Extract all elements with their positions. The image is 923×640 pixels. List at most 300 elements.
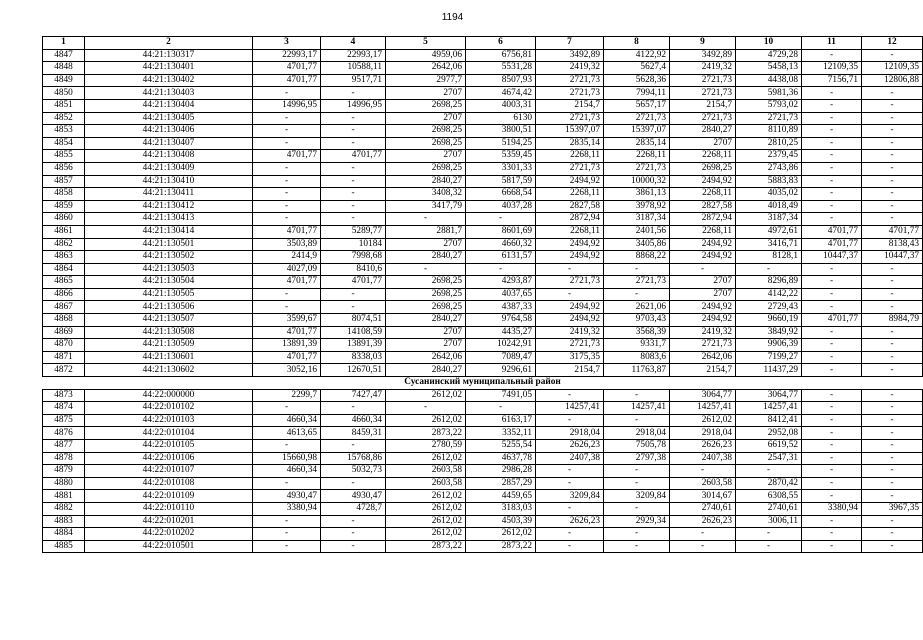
value-cell: 6163,17	[466, 414, 536, 427]
value-cell: 4930,47	[253, 490, 321, 503]
value-cell: 4122,92	[604, 49, 670, 62]
value-cell: -	[862, 175, 923, 188]
cadastral-number-cell: 44:21:130401	[85, 62, 253, 75]
value-cell: 2407,38	[670, 452, 736, 465]
table-row	[43, 326, 923, 339]
column-header-3: 3	[253, 37, 321, 50]
row-number-cell: 4857	[43, 175, 85, 188]
value-cell: 2268,11	[670, 150, 736, 163]
value-cell: -	[253, 162, 321, 175]
value-cell: -	[862, 440, 923, 453]
value-cell: 9331,7	[604, 339, 670, 352]
value-cell: 2952,08	[736, 427, 802, 440]
table-row	[43, 389, 923, 402]
value-cell: 2268,11	[536, 225, 604, 238]
cadastral-number-cell: 44:22:010107	[85, 465, 253, 478]
row-number-cell: 4873	[43, 389, 85, 402]
value-cell: -	[321, 87, 386, 100]
table-row	[43, 402, 923, 415]
row-number-cell: 4850	[43, 87, 85, 100]
value-cell: 5194,25	[466, 137, 536, 150]
value-cell: -	[862, 427, 923, 440]
row-number-cell: 4885	[43, 540, 85, 553]
value-cell: -	[466, 263, 536, 276]
value-cell: -	[802, 112, 862, 125]
value-cell: 2721,73	[604, 276, 670, 289]
value-cell: 7994,11	[604, 87, 670, 100]
value-cell: 22993,17	[253, 49, 321, 62]
value-cell: -	[802, 389, 862, 402]
value-cell: 2721,73	[736, 112, 802, 125]
value-cell: -	[321, 162, 386, 175]
value-cell: 2626,23	[536, 440, 604, 453]
value-cell: -	[862, 49, 923, 62]
value-cell: 2707	[386, 339, 466, 352]
cadastral-number-cell: 44:22:010109	[85, 490, 253, 503]
value-cell: 14996,95	[253, 99, 321, 112]
value-cell: 11763,87	[604, 364, 670, 377]
cadastral-number-cell: 44:21:130508	[85, 326, 253, 339]
value-cell: 4387,33	[466, 301, 536, 314]
cadastral-number-cell: 44:22:000000	[85, 389, 253, 402]
value-cell: 2707	[386, 326, 466, 339]
value-cell: 2612,02	[386, 515, 466, 528]
value-cell: 2881,7	[386, 225, 466, 238]
value-cell: -	[253, 540, 321, 553]
value-cell: 6131,57	[466, 251, 536, 264]
value-cell: 3209,84	[536, 490, 604, 503]
table-row	[43, 200, 923, 213]
cadastral-number-cell: 44:22:010106	[85, 452, 253, 465]
value-cell: -	[802, 150, 862, 163]
value-cell: -	[321, 213, 386, 226]
value-cell: 4701,77	[253, 74, 321, 87]
value-cell: -	[604, 477, 670, 490]
cadastral-number-cell: 44:21:130602	[85, 364, 253, 377]
value-cell: 4701,77	[253, 225, 321, 238]
value-cell: 3187,34	[736, 213, 802, 226]
value-cell: 4293,87	[466, 276, 536, 289]
value-cell: 4701,77	[802, 314, 862, 327]
value-cell: -	[802, 477, 862, 490]
row-number-cell: 4853	[43, 125, 85, 138]
value-cell: 2603,58	[386, 465, 466, 478]
value-cell: -	[736, 540, 802, 553]
value-cell: 3568,39	[604, 326, 670, 339]
value-cell: -	[604, 414, 670, 427]
value-cell: 2872,94	[670, 213, 736, 226]
value-cell: 2743,86	[736, 162, 802, 175]
value-cell: 3405,86	[604, 238, 670, 251]
row-number-cell: 4847	[43, 49, 85, 62]
value-cell: -	[466, 402, 536, 415]
value-cell: 4701,77	[321, 150, 386, 163]
value-cell: 2840,27	[670, 125, 736, 138]
value-cell: 2721,73	[604, 162, 670, 175]
value-cell: 3380,94	[802, 502, 862, 515]
value-cell: 2494,92	[536, 251, 604, 264]
value-cell: 4674,42	[466, 87, 536, 100]
value-cell: 2840,27	[386, 364, 466, 377]
value-cell: 5981,36	[736, 87, 802, 100]
value-cell: 2707	[670, 288, 736, 301]
row-number-cell: 4871	[43, 351, 85, 364]
value-cell: -	[321, 175, 386, 188]
value-cell: -	[253, 528, 321, 541]
value-cell: 10447,37	[802, 251, 862, 264]
cadastral-number-cell: 44:21:130414	[85, 225, 253, 238]
value-cell: 4701,77	[253, 276, 321, 289]
value-cell: 2379,45	[736, 150, 802, 163]
value-cell: 2780,59	[386, 440, 466, 453]
value-cell: -	[802, 540, 862, 553]
value-cell: 2612,02	[670, 414, 736, 427]
value-cell: -	[862, 301, 923, 314]
row-number-cell: 4863	[43, 251, 85, 264]
cadastral-number-cell: 44:22:010104	[85, 427, 253, 440]
value-cell: 4930,47	[321, 490, 386, 503]
value-cell: 6756,81	[466, 49, 536, 62]
table-row	[43, 276, 923, 289]
column-header-12: 12	[862, 37, 923, 50]
value-cell: -	[253, 440, 321, 453]
value-cell: 2721,73	[536, 339, 604, 352]
value-cell: 4701,77	[253, 351, 321, 364]
value-cell: -	[253, 188, 321, 201]
value-cell: -	[736, 528, 802, 541]
value-cell: 14257,41	[736, 402, 802, 415]
value-cell: 4037,65	[466, 288, 536, 301]
value-cell: 4701,77	[802, 238, 862, 251]
value-cell: -	[604, 389, 670, 402]
value-cell: 2729,43	[736, 301, 802, 314]
value-cell: 4660,34	[253, 414, 321, 427]
column-header-8: 8	[604, 37, 670, 50]
column-header-2: 2	[85, 37, 253, 50]
value-cell: 2707	[386, 150, 466, 163]
value-cell: -	[802, 49, 862, 62]
value-cell: 2494,92	[536, 175, 604, 188]
table-row	[43, 314, 923, 327]
value-cell: 3209,84	[604, 490, 670, 503]
value-cell: 15397,07	[536, 125, 604, 138]
value-cell: 2494,92	[670, 251, 736, 264]
value-cell: 3492,89	[670, 49, 736, 62]
value-cell: -	[321, 477, 386, 490]
value-cell: -	[253, 477, 321, 490]
value-cell: 5255,54	[466, 440, 536, 453]
value-cell: 14996,95	[321, 99, 386, 112]
value-cell: -	[802, 99, 862, 112]
row-number-cell: 4874	[43, 402, 85, 415]
value-cell: -	[802, 528, 862, 541]
value-cell: -	[862, 414, 923, 427]
value-cell: 9906,39	[736, 339, 802, 352]
value-cell: -	[386, 213, 466, 226]
value-cell: 2612,02	[386, 528, 466, 541]
value-cell: -	[802, 301, 862, 314]
value-cell: -	[321, 200, 386, 213]
value-cell: 7998,68	[321, 251, 386, 264]
value-cell: 4701,77	[862, 225, 923, 238]
value-cell: 8601,69	[466, 225, 536, 238]
value-cell: 2494,92	[536, 314, 604, 327]
value-cell: 5289,77	[321, 225, 386, 238]
value-cell: 2401,56	[604, 225, 670, 238]
row-number-cell: 4855	[43, 150, 85, 163]
value-cell: -	[862, 200, 923, 213]
row-number-cell: 4876	[43, 427, 85, 440]
cadastral-number-cell: 44:21:130507	[85, 314, 253, 327]
value-cell: 2707	[670, 276, 736, 289]
value-cell: 2810,25	[736, 137, 802, 150]
cadastral-number-cell: 44:22:010108	[85, 477, 253, 490]
value-cell: 2698,25	[670, 162, 736, 175]
value-cell: -	[253, 213, 321, 226]
value-cell: -	[862, 125, 923, 138]
value-cell: 4660,32	[466, 238, 536, 251]
value-cell: 3052,16	[253, 364, 321, 377]
value-cell: 2268,11	[536, 150, 604, 163]
table-row	[43, 74, 923, 87]
value-cell: 2707	[386, 87, 466, 100]
table-row	[43, 540, 923, 553]
value-cell: 2612,02	[386, 389, 466, 402]
cadastral-number-cell: 44:21:130411	[85, 188, 253, 201]
table-row	[43, 301, 923, 314]
value-cell: 4035,02	[736, 188, 802, 201]
value-cell: 10242,91	[466, 339, 536, 352]
value-cell: 14257,41	[604, 402, 670, 415]
value-cell: 2721,73	[536, 87, 604, 100]
value-cell: 12670,51	[321, 364, 386, 377]
cadastral-number-cell: 44:21:130413	[85, 213, 253, 226]
cadastral-number-cell: 44:22:010105	[85, 440, 253, 453]
value-cell: 8868,22	[604, 251, 670, 264]
value-cell: -	[802, 137, 862, 150]
table-row	[43, 99, 923, 112]
value-cell: 2698,25	[386, 301, 466, 314]
value-cell: -	[862, 276, 923, 289]
cadastral-number-cell: 44:21:130407	[85, 137, 253, 150]
value-cell: 2603,58	[386, 477, 466, 490]
value-cell: 2419,32	[536, 62, 604, 75]
cadastral-number-cell: 44:21:130410	[85, 175, 253, 188]
table-header-row	[43, 37, 923, 50]
value-cell: 3064,77	[670, 389, 736, 402]
row-number-cell: 4878	[43, 452, 85, 465]
value-cell: 3967,35	[862, 502, 923, 515]
table-row	[43, 339, 923, 352]
value-cell: 10000,32	[604, 175, 670, 188]
value-cell: 8507,93	[466, 74, 536, 87]
section-title: Сусанинский муниципальный район	[43, 377, 923, 390]
row-number-cell: 4881	[43, 490, 85, 503]
value-cell: 4701,77	[253, 326, 321, 339]
row-number-cell: 4884	[43, 528, 85, 541]
value-cell: 5817,59	[466, 175, 536, 188]
row-number-cell: 4856	[43, 162, 85, 175]
table-row	[43, 175, 923, 188]
table-row	[43, 490, 923, 503]
value-cell: -	[321, 137, 386, 150]
table-row	[43, 351, 923, 364]
cadastral-number-cell: 44:22:010103	[85, 414, 253, 427]
value-cell: 6308,55	[736, 490, 802, 503]
table-row	[43, 515, 923, 528]
cadastral-number-cell: 44:21:130504	[85, 276, 253, 289]
value-cell: 8074,51	[321, 314, 386, 327]
cadastral-number-cell: 44:21:130403	[85, 87, 253, 100]
row-number-cell: 4870	[43, 339, 85, 352]
cadastral-number-cell: 44:21:130501	[85, 238, 253, 251]
value-cell: 12109,35	[862, 62, 923, 75]
cadastral-number-cell: 44:21:130509	[85, 339, 253, 352]
value-cell: 2918,04	[536, 427, 604, 440]
value-cell: 2707	[670, 137, 736, 150]
value-cell: 3408,32	[386, 188, 466, 201]
value-cell: -	[321, 440, 386, 453]
value-cell: -	[862, 326, 923, 339]
cadastral-number-cell: 44:21:130317	[85, 49, 253, 62]
table-row	[43, 213, 923, 226]
value-cell: -	[862, 99, 923, 112]
value-cell: 3492,89	[536, 49, 604, 62]
value-cell: -	[862, 137, 923, 150]
value-cell: -	[862, 112, 923, 125]
table-row	[43, 263, 923, 276]
value-cell: -	[536, 263, 604, 276]
table-row	[43, 414, 923, 427]
value-cell: 2494,92	[670, 301, 736, 314]
value-cell: -	[670, 528, 736, 541]
row-number-cell: 4862	[43, 238, 85, 251]
value-cell: 8083,6	[604, 351, 670, 364]
value-cell: 2698,25	[386, 276, 466, 289]
value-cell: -	[604, 288, 670, 301]
value-cell: -	[536, 288, 604, 301]
value-cell: 3014,67	[670, 490, 736, 503]
value-cell: -	[253, 137, 321, 150]
value-cell: 14108,59	[321, 326, 386, 339]
value-cell: -	[536, 465, 604, 478]
row-number-cell: 4858	[43, 188, 85, 201]
value-cell: -	[862, 477, 923, 490]
value-cell: 11437,29	[736, 364, 802, 377]
value-cell: 2721,73	[536, 276, 604, 289]
value-cell: -	[802, 427, 862, 440]
value-cell: 3006,11	[736, 515, 802, 528]
value-cell: -	[862, 188, 923, 201]
value-cell: -	[802, 351, 862, 364]
column-header-11: 11	[802, 37, 862, 50]
value-cell: 2857,29	[466, 477, 536, 490]
row-number-cell: 4849	[43, 74, 85, 87]
value-cell: 2873,22	[386, 427, 466, 440]
table-row	[43, 364, 923, 377]
value-cell: -	[802, 326, 862, 339]
value-cell: 2698,25	[386, 162, 466, 175]
value-cell: -	[736, 263, 802, 276]
value-cell: 4637,78	[466, 452, 536, 465]
value-cell: 7427,47	[321, 389, 386, 402]
value-cell: 14257,41	[670, 402, 736, 415]
value-cell: 2494,92	[670, 238, 736, 251]
value-cell: 3800,51	[466, 125, 536, 138]
value-cell: -	[862, 402, 923, 415]
row-number-cell: 4860	[43, 213, 85, 226]
value-cell: -	[386, 402, 466, 415]
value-cell: 2835,14	[604, 137, 670, 150]
value-cell: -	[253, 200, 321, 213]
value-cell: -	[862, 389, 923, 402]
table-row	[43, 62, 923, 75]
cadastral-number-cell: 44:21:130503	[85, 263, 253, 276]
cadastral-number-cell: 44:22:010102	[85, 402, 253, 415]
value-cell: 3978,92	[604, 200, 670, 213]
row-number-cell: 4879	[43, 465, 85, 478]
value-cell: 6130	[466, 112, 536, 125]
value-cell: 2740,61	[736, 502, 802, 515]
value-cell: 2414,9	[253, 251, 321, 264]
value-cell: 10184	[321, 238, 386, 251]
value-cell: 15660,98	[253, 452, 321, 465]
value-cell: -	[802, 276, 862, 289]
cadastral-number-cell: 44:22:010501	[85, 540, 253, 553]
value-cell: 10447,37	[862, 251, 923, 264]
table-row	[43, 162, 923, 175]
value-cell: 3861,13	[604, 188, 670, 201]
value-cell: -	[802, 515, 862, 528]
value-cell: 2612,02	[386, 502, 466, 515]
value-cell: 4503,39	[466, 515, 536, 528]
cadastral-number-cell: 44:21:130601	[85, 351, 253, 364]
value-cell: 14257,41	[536, 402, 604, 415]
table-row	[43, 125, 923, 138]
value-cell: 8410,6	[321, 263, 386, 276]
value-cell: 4660,34	[321, 414, 386, 427]
value-cell: 2707	[386, 112, 466, 125]
value-cell: -	[253, 87, 321, 100]
section-row	[43, 377, 923, 390]
value-cell: 4438,08	[736, 74, 802, 87]
value-cell: -	[321, 125, 386, 138]
value-cell: 2626,23	[670, 515, 736, 528]
row-number-cell: 4882	[43, 502, 85, 515]
table-row	[43, 150, 923, 163]
value-cell: 4613,65	[253, 427, 321, 440]
value-cell: 2626,23	[670, 440, 736, 453]
table-row	[43, 225, 923, 238]
table-row	[43, 87, 923, 100]
row-number-cell: 4877	[43, 440, 85, 453]
row-number-cell: 4866	[43, 288, 85, 301]
value-cell: -	[802, 162, 862, 175]
row-number-cell: 4851	[43, 99, 85, 112]
value-cell: 10588,11	[321, 62, 386, 75]
value-cell: 2918,04	[604, 427, 670, 440]
value-cell: -	[536, 502, 604, 515]
value-cell: -	[253, 175, 321, 188]
value-cell: 2827,58	[536, 200, 604, 213]
value-cell: -	[862, 540, 923, 553]
value-cell: 2407,38	[536, 452, 604, 465]
page-number: 1194	[441, 12, 464, 23]
row-number-cell: 4872	[43, 364, 85, 377]
value-cell: 2873,22	[466, 540, 536, 553]
value-cell: -	[321, 528, 386, 541]
value-cell: -	[802, 263, 862, 276]
